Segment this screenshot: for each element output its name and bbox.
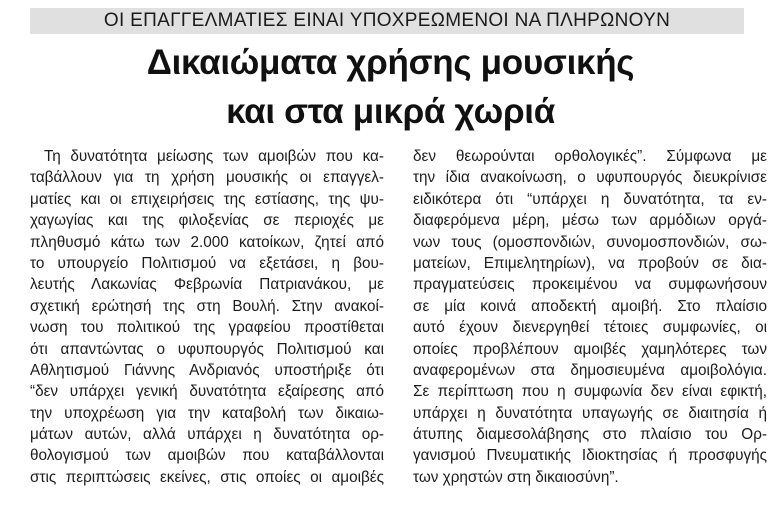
headline-line-1: Δικαιώματα χρήσης μουσικής — [146, 43, 635, 82]
text-line: οποίες προβλέπουν αμοιβές χαμηλότερες των — [413, 340, 767, 358]
text-line: νωση του πολιτικού της γραφείου προστίθεται — [30, 319, 384, 337]
text-line: δεν θεωρούνται ορθολογικές”. Σύμφωνα με — [413, 148, 767, 165]
text-line: ματίες και οι επιχειρήσεις της εστίασης, της ψυ- — [30, 190, 384, 208]
text-line: την υποχρέωση για την καταβολή των δικαιω- — [30, 404, 384, 422]
headline-line-2: και στα μικρά χωριά — [226, 92, 555, 131]
text-line: πληθυσμό κάτω των 2.000 κατοίκων, ζητεί από — [30, 233, 384, 251]
text-line: των χρηστών στη δικαιοσύνη”. — [413, 468, 619, 486]
text-line: αναφερομένων στα δημοσιευμένα αμοιβολόγια. — [413, 361, 767, 379]
text-line: άτυπης διαμεσολάβησης στο πλαίσιο του Ορ- — [413, 426, 767, 444]
text-line: μάτων αυτών, αλλά υπάρχει η δυνατότητα ορ- — [30, 426, 384, 444]
text-line: Σε περίπτωση που η συμφωνία δεν είναι εφικτή, — [413, 383, 767, 401]
text-line: υπάρχει η δυνατότητα υπαγωγής σε διαιτησία ή — [413, 404, 767, 422]
text-line: σε μία κοινά αποδεκτή αμοιβή. Στο πλαίσιο — [413, 297, 767, 315]
text-line: θολογισμού των αμοιβών που καταβάλλονται — [30, 447, 384, 465]
text-line: ματείων, Επιμελητηρίων), να προβούν σε δια- — [413, 254, 767, 272]
text-line: νων τους (ομοσπονδιών, συνομοσπονδιών, σω- — [413, 233, 767, 251]
article-column-right — [413, 146, 767, 488]
text-line: χαγωγίας και της φιλοξενίας σε περιοχές με — [30, 212, 384, 230]
article-column-left — [30, 146, 384, 488]
text-line: Τη δυνατότητα μείωσης των αμοιβών που κα- — [44, 148, 384, 165]
text-line: ότι απαντώντας ο υφυπουργός Πολιτισμού και — [30, 340, 384, 358]
text-line: πραγματεύσεις προκειμένου να συμφωνήσουν — [413, 276, 767, 294]
article-headline — [0, 38, 781, 136]
text-line: σχετική ερώτησή της στη Βουλή. Στην ανακοί- — [30, 297, 384, 315]
text-line: γανισμού Πνευματικής Ιδιοκτησίας ή προσφυγής — [413, 447, 767, 465]
article-kicker: ΟΙ ΕΠΑΓΓΕΛΜΑΤΙΕΣ ΕΙΝΑΙ ΥΠΟΧΡΕΩΜΕΝΟΙ ΝΑ ΠΛΗΡΩΝΟΥΝ — [30, 8, 744, 34]
text-line: την ίδια ανακοίνωση, ο υφυπουργός διευκρίνισε — [413, 169, 767, 187]
text-line: ειδικότερα ότι “υπάρχει η δυνατότητα, τα εν- — [413, 190, 767, 208]
text-line: λευτής Λακωνίας Φεβρωνία Πατριανάκου, με — [30, 276, 384, 294]
text-line: στις περιπτώσεις εκείνες, στις οποίες οι αμοιβές — [30, 468, 384, 486]
text-line: “δεν υπάρχει γενική δυνατότητα εξαίρεσης από — [30, 383, 384, 401]
text-line: Αθλητισμού Γιάννης Ανδριανός υποστήριξε ότι — [30, 361, 384, 379]
text-line: διαφερόμενα μέρη, μέσω των αρμόδιων οργά- — [413, 212, 767, 230]
text-line: αυτό έχουν διενεργηθεί τέτοιες συμφωνίες, οι — [413, 319, 767, 337]
text-line: το υπουργείο Πολιτισμού να εξετάσει, η βου- — [30, 254, 384, 272]
text-line: ταβάλλουν για τη χρήση μουσικής οι επαγγελ- — [30, 169, 384, 187]
